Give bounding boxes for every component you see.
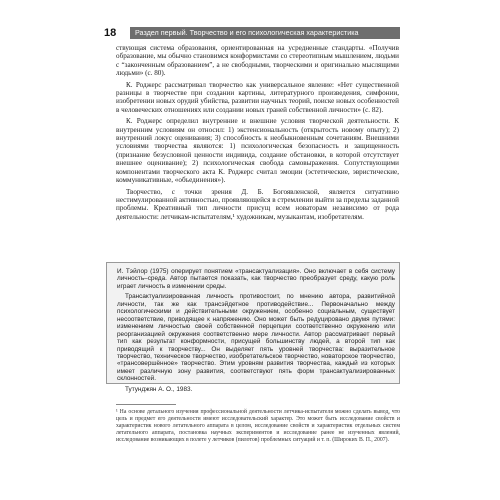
paragraph-4: Творчество, с точки зрения Д. Б. Богоявленской, является ситуативно нестимулированной активностью, проявляющейся в стремлении выйти за пределы заданной проблемы. Креативный тип личности присущ всем новаторам независимо от рода деятельности: летчикам-испытателям,¹ художникам, музыкантам, изобретателям. <box>116 187 399 221</box>
box-intro: И. Тэйлор (1975) оперирует понятием «трансактуализация». Оно включает в себя систему личность–среда. Автор пытается показать, как творчество преобразует среду, какую роль играет личность в изменении среды. <box>117 268 395 290</box>
footnote-divider <box>116 404 176 405</box>
paragraph-1: ствующая система образования, ориентированная на усредненные стандарты. «Получив образование, мы обычно становимся конформистами со стереотипным мышлением, людьми с “законченным образованием”, а не свободными, творческими и оригинально мыслящими людьми» (с. 80). <box>116 44 399 78</box>
main-text <box>116 44 399 224</box>
paragraph-2: К. Роджерс рассматривал творчество как универсальное явление: «Нет существенной разницы в творчестве при создании картины, литературного произведения, симфонии, изобретении новых орудий убийства, развитии научных теорий, поиске новых особенностей в человеческих отношениях или создании новых граней собственной личности» (с. 82). <box>116 80 399 114</box>
paragraph-3: К. Роджерс определил внутренние и внешние условия творческой деятельности. К внутренним условиям он относил: 1) экстенсиональность (открытость новому опыту); 2) внутренний локус оценивания; 3) способность к необыкновенным сочетаниям. Внешними условиями творчества являются: 1) психологическая безопасность и защищенность (признание безусловной ценности индивида, создание обстановки, в которой отсутствует внешнее оценивание); 2) психологическая свобода самовыражения. Сопутствующими компонентами творческого акта К. Роджерс считал эмоции (эстетические, эвристические, коммуникативные, «объединения»). <box>116 117 399 185</box>
running-title-bar <box>130 27 400 39</box>
box-quote: Трансактуализированная личность противостоит, по мнению автора, развитийной личности, так же как трансэйдетное противодействие... Первоначально между психологическими и действительными окружением, особенно социальным, существует несоответствие, приводящее к напряжению. Оно может быть редуцировано двумя путями: изменением личностью своей собственной перцепции соответственно окружению или реорганизацией окружения соответственно мере личности. Автор рассматривает первый тип как результат конформности, присущей большинству людей, а второй тип как приводящий к творчеству... Он выделяет пять уровней творчества: выразительное творчество, техническое творчество, изобретательское творчество, новаторское творчество, «трансовершённое» творчество. Этим уровням развития творчества, каждый из которых имеет различную зону развития, соответствуют пять форм трансактуализированных склонностей. <box>117 293 395 383</box>
running-title: Раздел первый. Творчество и его психологическая характеристика <box>135 28 359 37</box>
box-source: Тутунджян А. О., 1983. <box>125 385 193 393</box>
page-header <box>104 26 400 40</box>
page-number: 18 <box>104 26 124 40</box>
sidebar-quote-box <box>106 262 400 393</box>
footnote: ¹ На основе детального изучения профессиональной деятельности летчика-испытателя можно сделать вывод, что цель и предмет его деятельности имеют исследовательский характер. Это может быть исследование свойств и характеристик нового летательного аппарата в целом, исследование свойств и характеристик отдельных систем летательного аппарата, постановка научных экспериментов и исследование ранее не изученных явлений, исследование возникающих в полете у летчиков (пилотов) проблемных ситуаций и т. п. (Широких В. П., 2007). <box>116 409 400 443</box>
